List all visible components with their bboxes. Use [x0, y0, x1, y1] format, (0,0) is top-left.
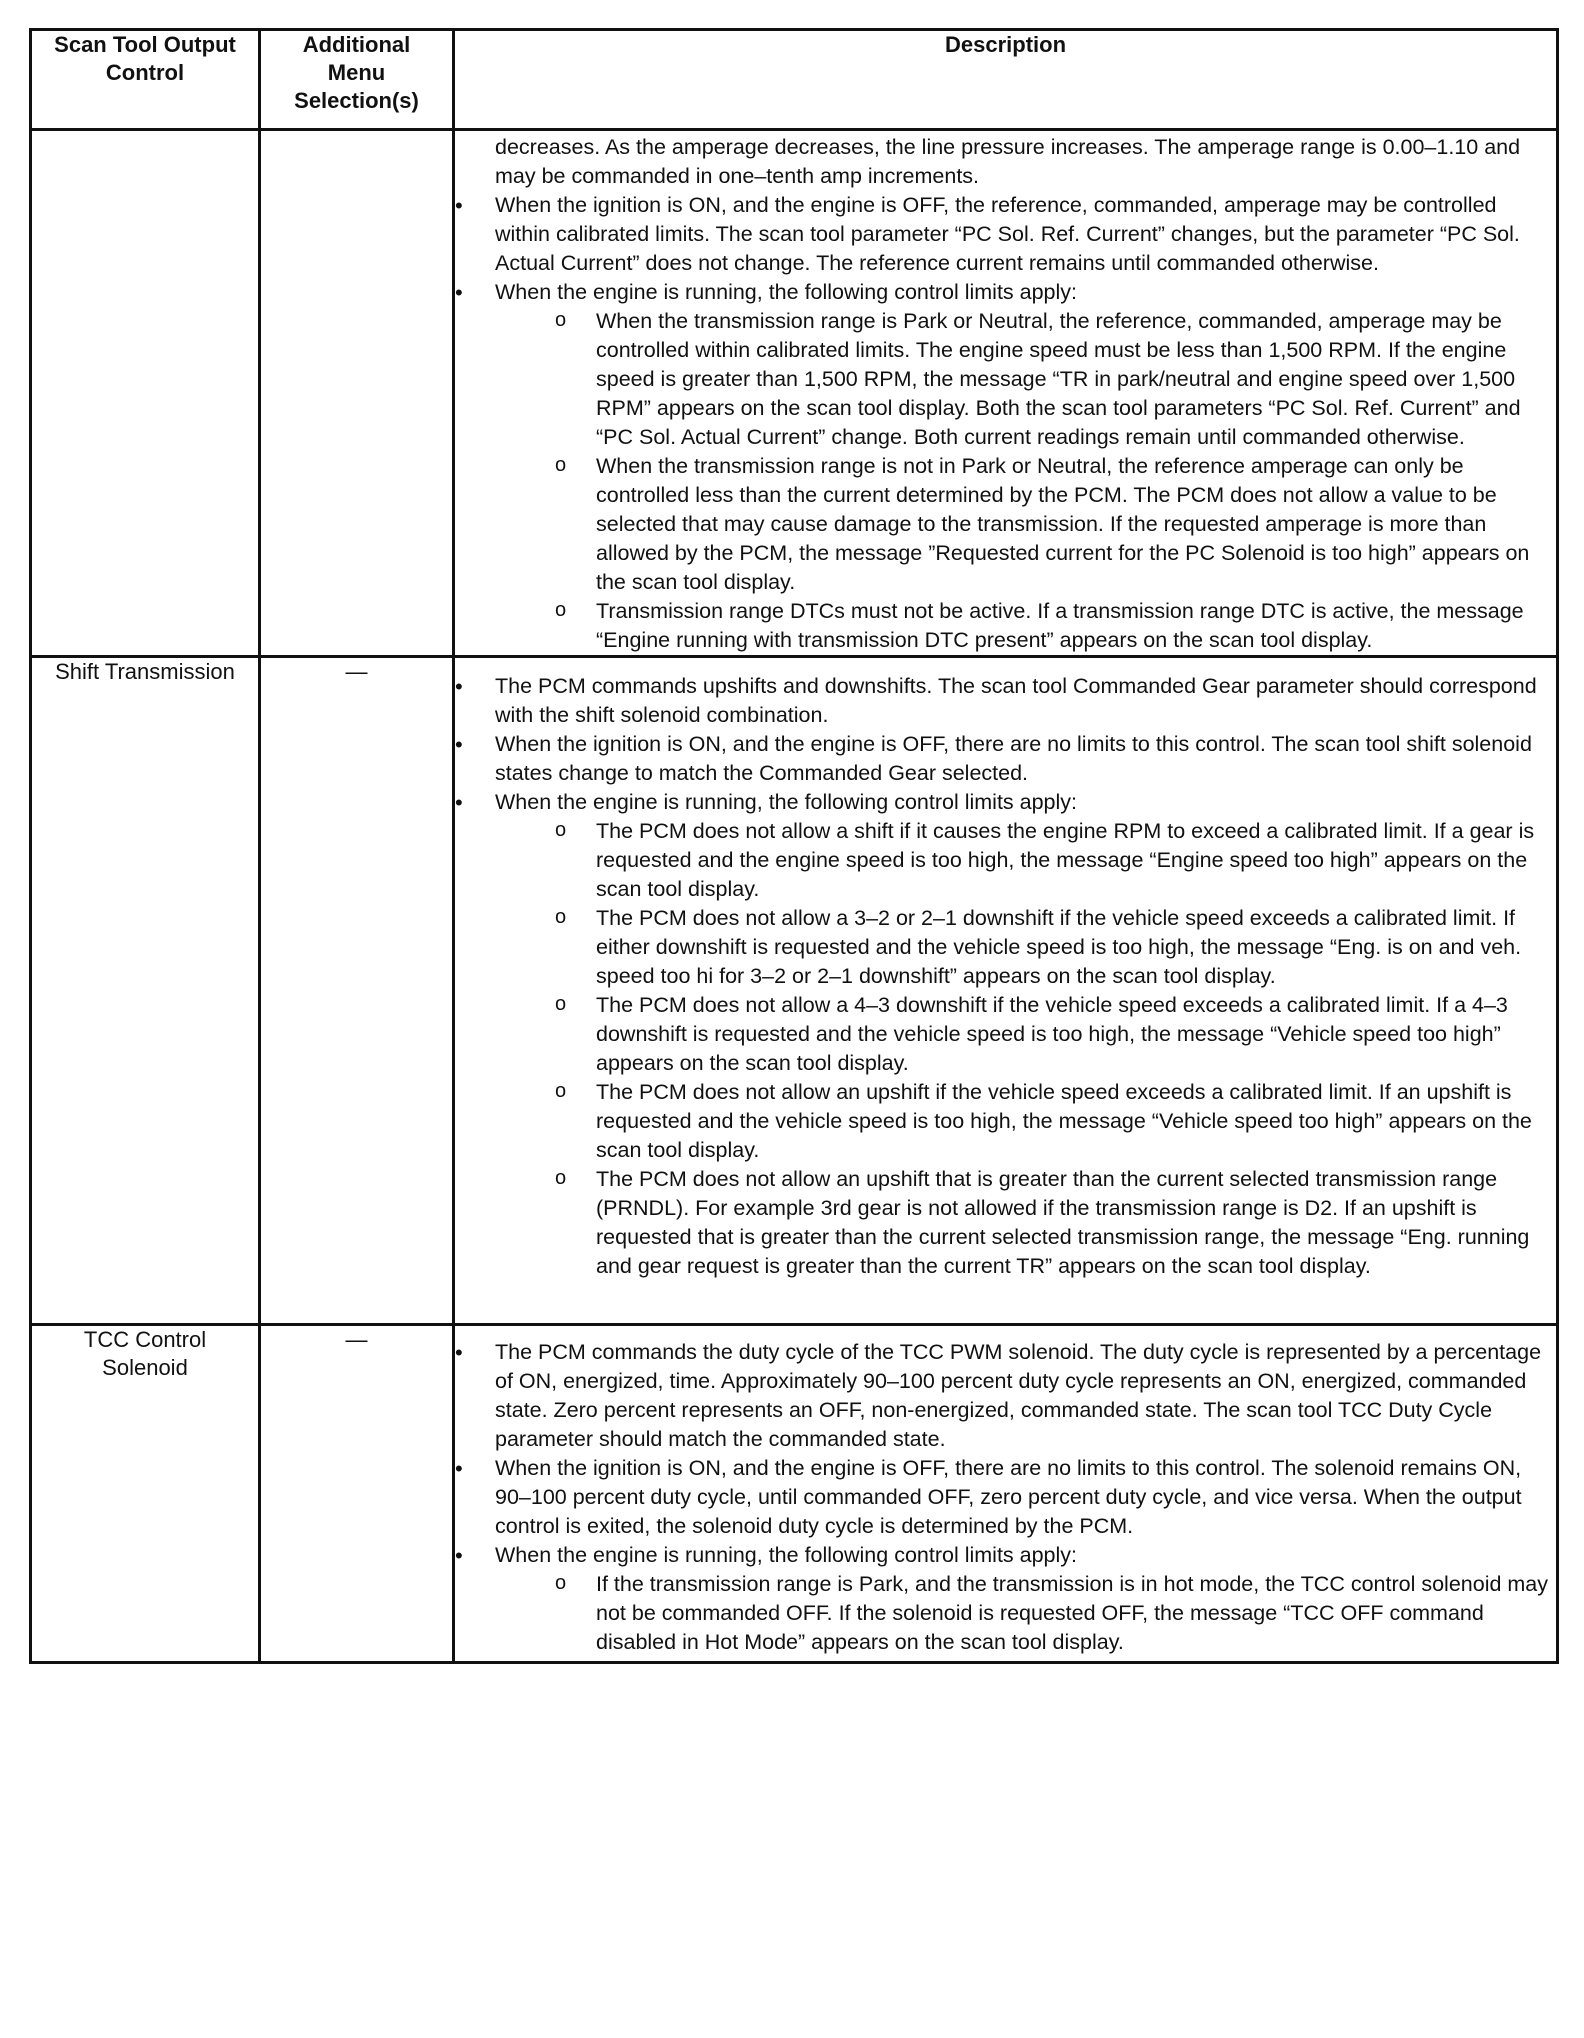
- sub-bullet-item: o The PCM does not allow an upshift that is greater than the current selected transmission range (PRNDL). For example 3rd gear is not allowed if the transmission range is D2. If an upshift is requested that is greater than the current selected transmission range, the message “Eng. running and gear request is greater than the current TR” appears on the scan tool display.: [555, 1165, 1556, 1281]
- control-cell: [31, 130, 260, 657]
- header-text: Control: [105, 60, 185, 85]
- sub-bullet-item: o The PCM does not allow a 4–3 downshift if the vehicle speed exceeds a calibrated limit. If a 4–3 downshift is requested and the vehicle speed is too high, the message “Vehicle speed too high” appears on the scan tool display.: [555, 991, 1556, 1078]
- bullet-item: [455, 278, 1556, 655]
- bullet-text: When the engine is running, the following control limits apply:: [495, 790, 1078, 814]
- sub-bullet-item: o When the transmission range is Park or Neutral, the reference, commanded, amperage may be controlled within calibrated limits. The engine speed must be less than 1,500 RPM. If the engine speed is greater than 1,500 RPM, the message “TR in park/neutral and engine speed over 1,500 RPM” appears on the scan tool display. Both the scan tool parameters “PC Sol. Ref. Current” and “PC Sol. Actual Current” change. Both current readings remain until commanded otherwise.: [555, 307, 1556, 452]
- bullet-item: [455, 191, 1556, 278]
- header-description: [454, 30, 1558, 130]
- control-cell: [31, 1325, 260, 1663]
- control-cell: Shift Transmission: [31, 657, 260, 1325]
- sub-bullet-item: o The PCM does not allow a shift if it causes the engine RPM to exceed a calibrated limit. If a gear is requested and the engine speed is too high, the message “Engine speed too high” appears on the scan tool display.: [555, 817, 1556, 904]
- header-text: Menu: [327, 60, 386, 85]
- bullet-item: [455, 1541, 1556, 1657]
- header-row: [31, 30, 1558, 130]
- table-row-tcc-control-solenoid: [31, 1325, 1558, 1663]
- bullet-item: [455, 730, 1556, 788]
- control-text: Solenoid: [102, 1355, 188, 1380]
- header-text: Description: [944, 32, 1067, 57]
- bullet-list: [455, 672, 1556, 1281]
- description-cell: [454, 1325, 1558, 1663]
- bullet-text: When the ignition is ON, and the engine is OFF, there are no limits to this control. The solenoid remains ON, 90–100 percent duty cycle, until commanded OFF, zero percent duty cycle, and vice versa. When the output control is exited, the solenoid duty cycle is determined by the PCM.: [495, 1456, 1522, 1538]
- sub-bullet-list: [495, 817, 1556, 1281]
- header-text: Selection(s): [294, 88, 419, 113]
- bullet-item: [455, 788, 1556, 1281]
- bullet-item: [455, 1454, 1556, 1541]
- table-row-shift-transmission: [31, 657, 1558, 1325]
- sub-bullet-item: o The PCM does not allow a 3–2 or 2–1 downshift if the vehicle speed exceeds a calibrated limit. If either downshift is requested and the vehicle speed is too high, the message “Eng. is on and veh. speed too hi for 3–2 or 2–1 downshift” appears on the scan tool display.: [555, 904, 1556, 991]
- control-text: TCC Control: [83, 1327, 207, 1352]
- bullet-list: [455, 1338, 1556, 1657]
- sub-bullet-list: [495, 1570, 1556, 1657]
- header-scan-tool-output-control: [31, 30, 260, 130]
- bullet-text: The PCM commands upshifts and downshifts. The scan tool Commanded Gear parameter should correspond with the shift solenoid combination.: [495, 674, 1537, 727]
- header-additional-menu-selections: [260, 30, 454, 130]
- menu-cell: —: [260, 657, 454, 1325]
- sub-bullet-list: [495, 307, 1556, 655]
- sub-bullet-item: o Transmission range DTCs must not be active. If a transmission range DTC is active, the message “Engine running with transmission DTC present” appears on the scan tool display.: [555, 597, 1556, 655]
- bullet-text: When the engine is running, the following control limits apply:: [495, 280, 1078, 304]
- menu-cell: —: [260, 1325, 454, 1663]
- scan-tool-output-control-table: [29, 28, 1559, 1664]
- bullet-text: When the engine is running, the following control limits apply:: [495, 1543, 1078, 1567]
- bullet-list: [455, 191, 1556, 655]
- description-cell: [454, 130, 1558, 657]
- menu-cell: [260, 130, 454, 657]
- table-row-pc-solenoid-continued: [31, 130, 1558, 657]
- continued-paragraph: decreases. As the amperage decreases, the line pressure increases. The amperage range is 0.00–1.10 and may be commanded in one–tenth amp increments.: [495, 135, 1521, 188]
- bullet-text: When the ignition is ON, and the engine is OFF, there are no limits to this control. The scan tool shift solenoid states change to match the Commanded Gear selected.: [495, 732, 1532, 785]
- header-text: Scan Tool Output: [54, 32, 236, 57]
- sub-bullet-item: o The PCM does not allow an upshift if the vehicle speed exceeds a calibrated limit. If an upshift is requested and the vehicle speed is too high, the message “Vehicle speed too high” appears on the scan tool display.: [555, 1078, 1556, 1165]
- bullet-item: [455, 672, 1556, 730]
- header-text: Additional: [302, 32, 411, 57]
- description-cell: [454, 657, 1558, 1325]
- bullet-item: [455, 1338, 1556, 1454]
- bullet-text: The PCM commands the duty cycle of the TCC PWM solenoid. The duty cycle is represented by a percentage of ON, energized, time. Approximately 90–100 percent duty cycle represents an ON, energized, commanded state. Zero percent represents an OFF, non-energized, commanded state. The scan tool TCC Duty Cycle parameter should match the commanded state.: [495, 1340, 1542, 1451]
- sub-bullet-item: o When the transmission range is not in Park or Neutral, the reference amperage can only be controlled less than the current determined by the PCM. The PCM does not allow a value to be selected that may cause damage to the transmission. If the requested amperage is more than allowed by the PCM, the message ”Requested current for the PC Solenoid is too high” appears on the scan tool display.: [555, 452, 1556, 597]
- sub-bullet-item: o If the transmission range is Park, and the transmission is in hot mode, the TCC control solenoid may not be commanded OFF. If the solenoid is requested OFF, the message “TCC OFF command disabled in Hot Mode” appears on the scan tool display.: [555, 1570, 1556, 1657]
- bullet-text: When the ignition is ON, and the engine is OFF, the reference, commanded, amperage may be controlled within calibrated limits. The scan tool parameter “PC Sol. Ref. Current” changes, but the parameter “PC Sol. Actual Current” does not change. The reference current remains until commanded otherwise.: [495, 193, 1520, 275]
